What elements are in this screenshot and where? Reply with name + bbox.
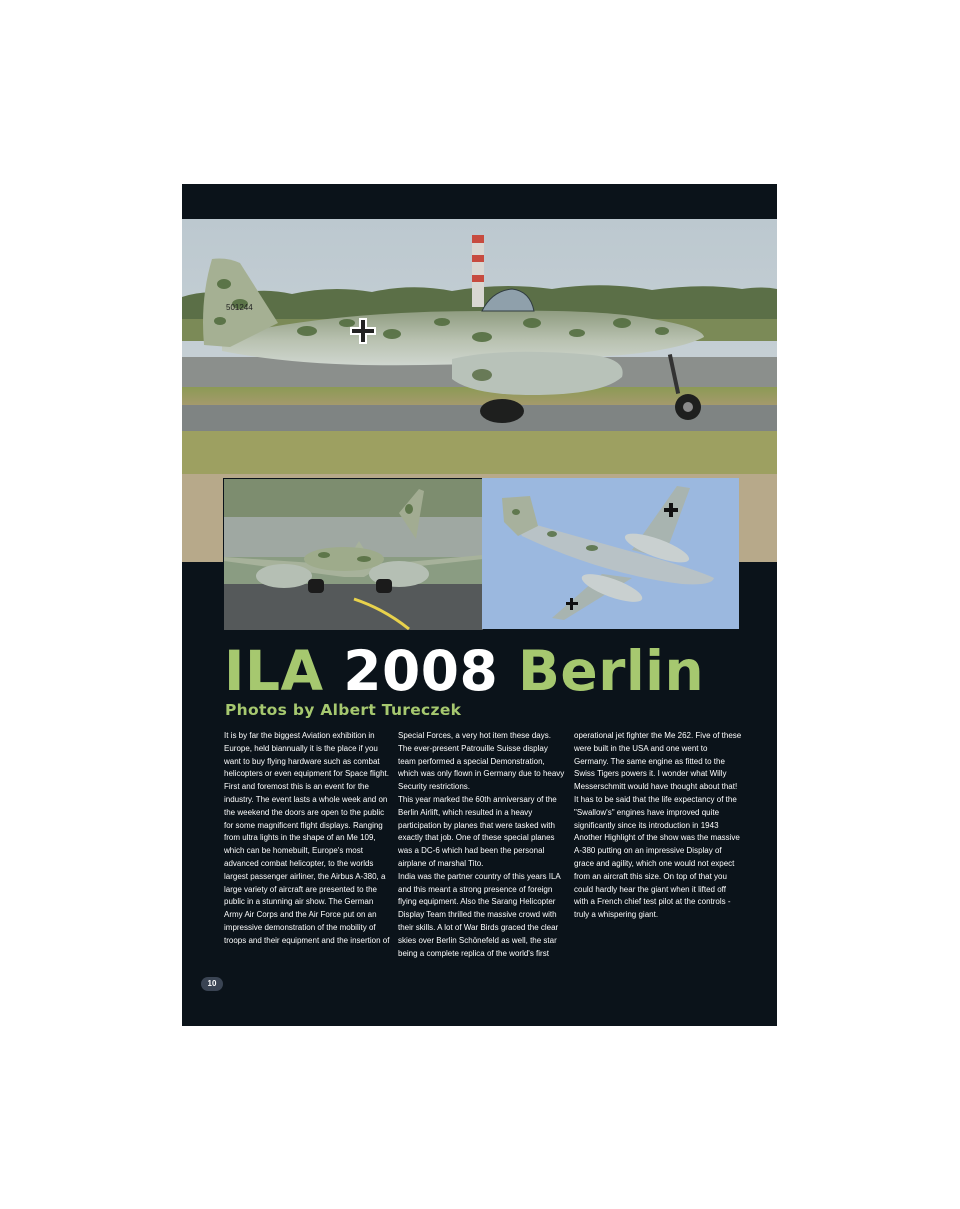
paragraph: It is by far the biggest Aviation exhibition in Europe, held biannually it is the place if you want to buy flying hardware such as combat helicopters or even equipment for Space flight. First and foremost this is an event for the industry. The event lasts a whole week and on the weekend the doors are open to the public for some magnificent flight displays. Ranging from ultra lights in the shape of an Me 109, which can be homebuilt, Europe's most advanced combat helicopter, to the worlds largest passenger airliner, the Airbus A-380, a large variety of aircraft are presented to the public in a stunning air show. The German Army Air Corps and the Air Force put on an impressive demonstration of the mobility of troops and their equipment and the insertion of — [224, 731, 390, 945]
paragraph: India was the partner country of this years ILA and this meant a strong presence of foreign flying equipment. Also the Sarang Helicopter Display Team thrilled the massive crowd with their skills. A lot of War Birds graced the clear skies over Berlin Schönefeld as well, the star being a complete replica of the world's first — [398, 871, 561, 958]
tail-code: 501244 — [226, 303, 253, 312]
inset-photo-jet-frontal — [223, 478, 484, 631]
photo-credit: Photos by Albert Tureczek — [225, 701, 462, 719]
title-part-ila: ILA — [224, 639, 324, 703]
paragraph: This year marked the 60th anniversary of the Berlin Airlift, which resulted in a heavy participation by planes that were tasked with exactly that job. One of these special planes was a DC-6 which had been the personal airplane of marshal Tito. — [398, 794, 557, 868]
inset-photo-jet-in-flight — [482, 478, 739, 629]
paragraph: operational jet fighter the Me 262. Five of these were built in the USA and one went to Germany. The same engine as fitted to the Swiss Tigers powers it. I wonder what Willy Messerschmitt would have thought about that! It has to be said that the life expectancy of the "Swallow's" engines have improved quite significantly since its introduction in 1943 — [574, 731, 742, 830]
title-part-city: Berlin — [517, 639, 705, 703]
article-column-3 — [574, 730, 742, 922]
page-number-badge: 10 — [201, 977, 223, 991]
article-title — [224, 640, 704, 702]
magazine-page — [182, 184, 777, 1026]
title-part-year: 2008 — [343, 639, 499, 703]
paragraph: Special Forces, a very hot item these days. The ever-present Patrouille Suisse display team performed a special Demonstration, which was only flown in Germany due to heavy Security restrictions. — [398, 731, 565, 792]
article-column-1 — [224, 730, 392, 948]
article-column-2 — [398, 730, 566, 960]
paragraph: Another Highlight of the show was the massive A-380 putting on an impressive Display of grace and agility, which one would not expect from an aircraft this size. On top of that you could hardly hear the giant when it lifted off with a French chief test pilot at the controls - truly a whispering giant. — [574, 833, 740, 920]
